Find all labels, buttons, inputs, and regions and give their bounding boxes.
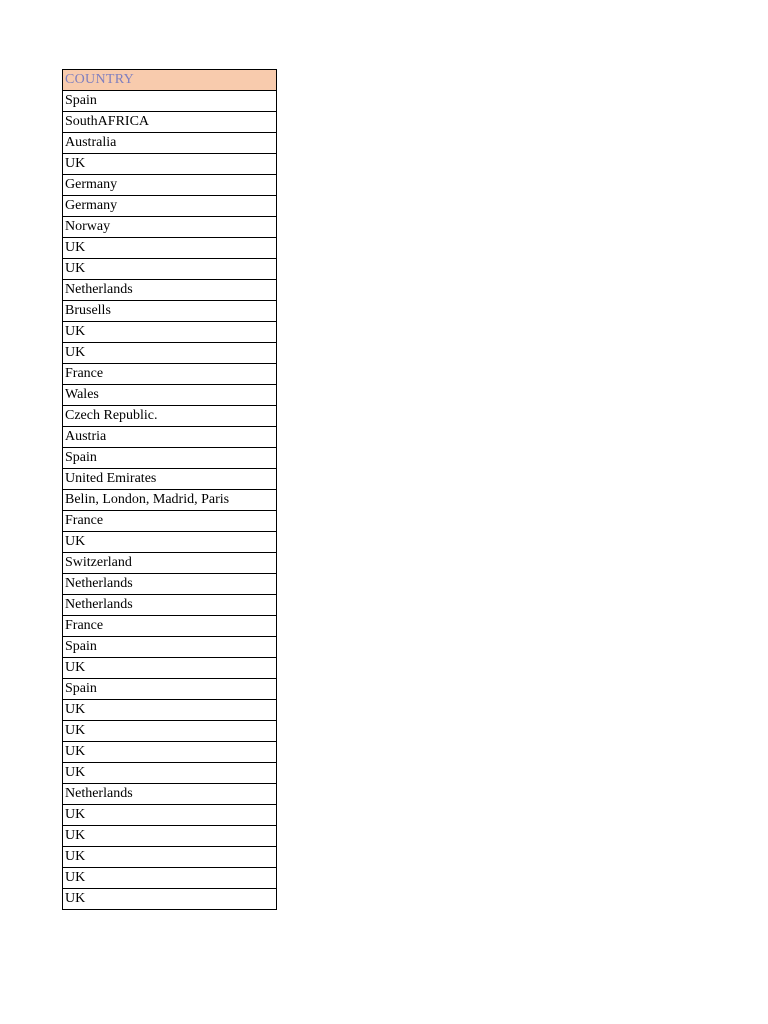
country-cell[interactable]: UK — [63, 721, 277, 742]
table-row — [63, 427, 277, 448]
country-cell[interactable]: UK — [63, 154, 277, 175]
country-cell[interactable]: UK — [63, 847, 277, 868]
country-cell[interactable]: Brusells — [63, 301, 277, 322]
country-cell[interactable]: Netherlands — [63, 784, 277, 805]
table-row — [63, 175, 277, 196]
country-cell[interactable]: Austria — [63, 427, 277, 448]
table-row — [63, 469, 277, 490]
table-row — [63, 700, 277, 721]
country-cell[interactable]: UK — [63, 700, 277, 721]
country-cell[interactable]: UK — [63, 742, 277, 763]
table-row — [63, 616, 277, 637]
country-cell[interactable]: France — [63, 364, 277, 385]
table-row — [63, 532, 277, 553]
table-row — [63, 301, 277, 322]
table-row — [63, 217, 277, 238]
table-row — [63, 448, 277, 469]
table-row — [63, 574, 277, 595]
table-row — [63, 784, 277, 805]
table-row — [63, 595, 277, 616]
table-head — [63, 70, 277, 91]
country-cell[interactable]: Germany — [63, 175, 277, 196]
country-cell[interactable]: UK — [63, 658, 277, 679]
country-cell[interactable]: UK — [63, 868, 277, 889]
country-cell[interactable]: Netherlands — [63, 280, 277, 301]
country-cell[interactable]: UK — [63, 343, 277, 364]
country-cell[interactable]: SouthAFRICA — [63, 112, 277, 133]
table-row — [63, 742, 277, 763]
country-cell[interactable]: Australia — [63, 133, 277, 154]
country-cell[interactable]: Spain — [63, 637, 277, 658]
country-cell[interactable]: Spain — [63, 448, 277, 469]
country-cell[interactable]: Netherlands — [63, 574, 277, 595]
country-cell[interactable]: UK — [63, 763, 277, 784]
country-cell[interactable]: Netherlands — [63, 595, 277, 616]
country-cell[interactable]: UK — [63, 532, 277, 553]
country-table — [62, 69, 277, 910]
country-cell[interactable]: UK — [63, 259, 277, 280]
table-row — [63, 154, 277, 175]
table-row — [63, 847, 277, 868]
table-row — [63, 553, 277, 574]
country-cell[interactable]: UK — [63, 322, 277, 343]
table-row — [63, 679, 277, 700]
table-row — [63, 868, 277, 889]
table-body — [63, 91, 277, 910]
table-row — [63, 91, 277, 112]
table-row — [63, 280, 277, 301]
country-cell[interactable]: UK — [63, 238, 277, 259]
table-row — [63, 364, 277, 385]
country-column-header[interactable]: COUNTRY — [63, 70, 277, 91]
country-cell[interactable]: Belin, London, Madrid, Paris — [63, 490, 277, 511]
table-row — [63, 133, 277, 154]
table-row — [63, 490, 277, 511]
country-cell[interactable]: United Emirates — [63, 469, 277, 490]
table-row — [63, 238, 277, 259]
table-row — [63, 406, 277, 427]
country-cell[interactable]: Norway — [63, 217, 277, 238]
table-row — [63, 322, 277, 343]
country-cell[interactable]: Germany — [63, 196, 277, 217]
table-row — [63, 112, 277, 133]
table-row — [63, 343, 277, 364]
country-cell[interactable]: Switzerland — [63, 553, 277, 574]
table-row — [63, 259, 277, 280]
table-row — [63, 763, 277, 784]
country-cell[interactable]: UK — [63, 826, 277, 847]
header-row — [63, 70, 277, 91]
table-row — [63, 721, 277, 742]
table-row — [63, 385, 277, 406]
table-row — [63, 889, 277, 910]
country-cell[interactable]: UK — [63, 889, 277, 910]
table-row — [63, 637, 277, 658]
table-row — [63, 511, 277, 532]
country-cell[interactable]: UK — [63, 805, 277, 826]
table-row — [63, 826, 277, 847]
country-cell[interactable]: Czech Republic. — [63, 406, 277, 427]
table-row — [63, 196, 277, 217]
table-row — [63, 658, 277, 679]
country-cell[interactable]: France — [63, 616, 277, 637]
country-cell[interactable]: Spain — [63, 91, 277, 112]
country-cell[interactable]: Wales — [63, 385, 277, 406]
country-cell[interactable]: France — [63, 511, 277, 532]
table-row — [63, 805, 277, 826]
country-cell[interactable]: Spain — [63, 679, 277, 700]
